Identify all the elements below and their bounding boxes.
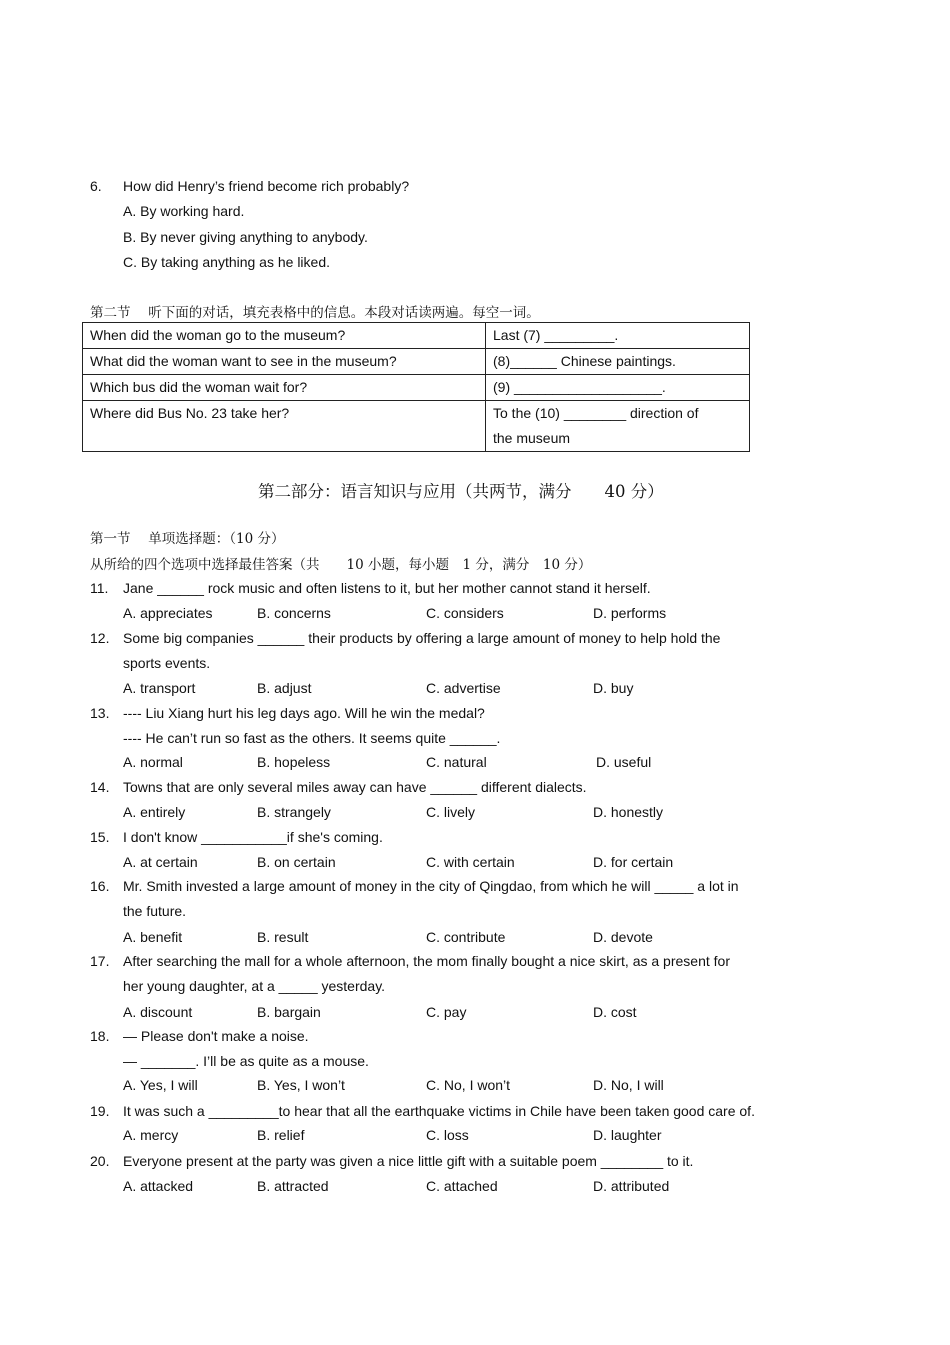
question-text: Everyone present at the party was given a nice little gift with a suitable poem ________ to it. [123,1153,694,1169]
question-text: Jane ______ rock music and often listens to it, but her mother cannot stand it herself. [123,580,651,596]
option-c: C. natural [426,754,487,770]
section1-heading: 第一节 单项选择题：（10 分） [90,531,285,547]
question-number: 11. [90,580,109,596]
table-cell-answer-line2: the museum [493,430,571,446]
question-number: 19. [90,1103,110,1119]
option-d: D. honestly [593,804,664,820]
question-number: 13. [90,705,110,721]
option-c: C. lively [426,804,476,820]
option-d: D. No, I will [593,1077,664,1093]
question-text-cont: the future. [123,903,187,919]
question-text: ---- Liu Xiang hurt his leg days ago. Will he win the medal? [123,705,485,721]
option-d: D. attributed [593,1178,670,1194]
option-a: A. normal [123,754,183,770]
option-a: A. discount [123,1004,193,1020]
option-d: D. performs [593,605,667,621]
question-text: Towns that are only several miles away can have ______ different dialects. [123,779,587,795]
option-c: C. attached [426,1178,498,1194]
question-6-text: How did Henry’s friend become rich probably? [123,178,410,194]
option-b: B. attracted [257,1178,329,1194]
table-row [83,349,750,375]
option-b: B. adjust [257,680,312,696]
question-6-option-c: C. By taking anything as he liked. [123,254,331,270]
option-b: B. relief [257,1127,305,1143]
option-c: C. with certain [426,854,515,870]
table-row [83,401,750,452]
question-text: After searching the mall for a whole afternoon, the mom finally bought a nice skirt, as a present for [123,953,730,969]
question-text-cont: — _______. I’ll be as quite as a mouse. [123,1053,369,1069]
table-cell-answer-line1: To the (10) ________ direction of [493,405,699,421]
table-cell-question: What did the woman want to see in the museum? [83,349,486,375]
question-number: 16. [90,878,110,894]
option-a: A. appreciates [123,605,213,621]
table-row [83,375,750,401]
option-a: A. Yes, I will [123,1077,198,1093]
question-text: Mr. Smith invested a large amount of money in the city of Qingdao, from which he will _____ a lot in [123,878,739,894]
question-text: — Please don't make a noise. [123,1028,309,1044]
option-c: C. contribute [426,929,506,945]
option-c: C. loss [426,1127,469,1143]
option-d: D. useful [596,754,652,770]
table-cell-answer: Last (7) _________. [486,323,750,349]
question-text-cont: ---- He can’t run so fast as the others. It seems quite ______. [123,730,501,746]
question-number: 12. [90,630,110,646]
table-cell-answer: (9) ___________________. [486,375,750,401]
question-number: 15. [90,829,110,845]
option-b: B. strangely [257,804,331,820]
option-c: C. No, I won’t [426,1077,511,1093]
option-b: B. result [257,929,309,945]
question-number: 18. [90,1028,110,1044]
question-6-option-b: B. By never giving anything to anybody. [123,229,368,245]
question-text: Some big companies ______ their products by offering a large amount of money to help hold the [123,630,721,646]
option-b: B. Yes, I won’t [257,1077,345,1093]
option-c: C. considers [426,605,504,621]
option-d: D. devote [593,929,653,945]
table-cell-question: Where did Bus No. 23 take her? [83,401,486,452]
option-a: A. transport [123,680,196,696]
option-a: A. benefit [123,929,183,945]
section1-instruction: 从所给的四个选项中选择最佳答案（共 10 小题，每小题 1 分，满分 10 分） [90,557,592,573]
question-text: I don't know ___________if she's coming. [123,829,383,845]
listening-info-table [82,322,750,452]
option-b: B. bargain [257,1004,321,1020]
option-d: D. cost [593,1004,637,1020]
section2-listening-heading: 第二节 听下面的对话，填充表格中的信息。本段对话读两遍。每空一词。 [90,305,540,321]
question-number: 20. [90,1153,110,1169]
question-text-cont: sports events. [123,655,211,671]
question-number: 14. [90,779,110,795]
option-b: B. hopeless [257,754,331,770]
question-6-number: 6. [90,178,102,194]
option-c: C. pay [426,1004,467,1020]
option-a: A. mercy [123,1127,179,1143]
option-d: D. laughter [593,1127,662,1143]
option-c: C. advertise [426,680,501,696]
table-cell-answer [486,401,750,452]
option-b: B. on certain [257,854,336,870]
part2-title: 第二部分：语言知识与应用（共两节，满分 40 分） [258,482,664,501]
option-d: D. for certain [593,854,674,870]
question-text: It was such a _________to hear that all the earthquake victims in Chile have been taken good care of. [123,1103,755,1119]
table-cell-question: When did the woman go to the museum? [83,323,486,349]
table-cell-answer: (8)______ Chinese paintings. [486,349,750,375]
option-a: A. attacked [123,1178,194,1194]
question-number: 17. [90,953,110,969]
option-a: A. entirely [123,804,186,820]
table-cell-question: Which bus did the woman wait for? [83,375,486,401]
option-d: D. buy [593,680,634,696]
option-b: B. concerns [257,605,331,621]
question-text-cont: her young daughter, at a _____ yesterday. [123,978,386,994]
option-a: A. at certain [123,854,198,870]
table-row [83,323,750,349]
question-6-option-a: A. By working hard. [123,203,245,219]
